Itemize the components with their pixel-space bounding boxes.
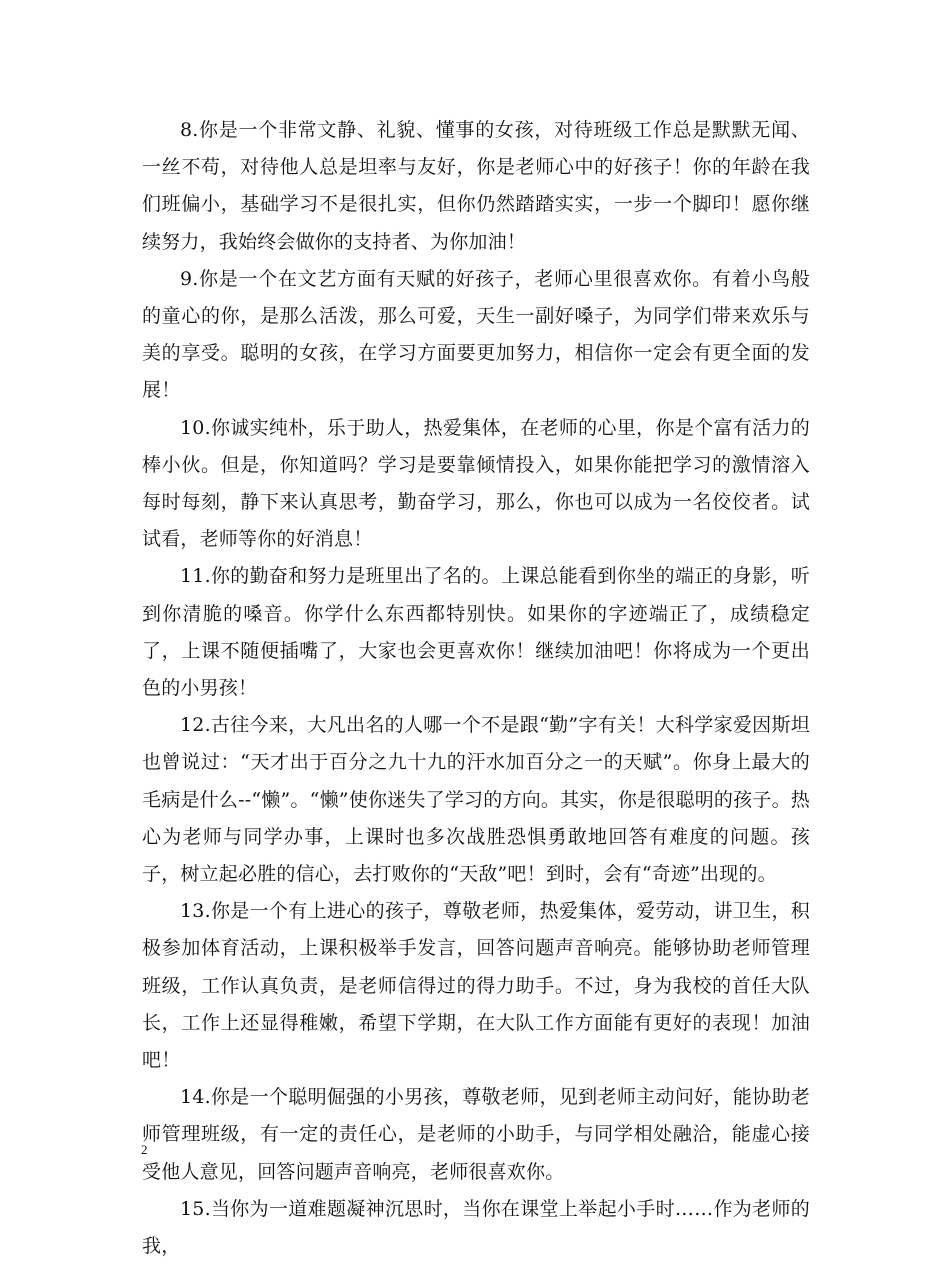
paragraph-comment-10: 10.你诚实纯朴，乐于助人，热爱集体，在老师的心里，你是个富有活力的棒小伙。但是，你知道吗？学习是要靠倾情投入，如果你能把学习的激情溶入每时每刻，静下来认真思考，勤奋学习，那么，你也可以成为一名佼佼者。试试看，老师等你的好消息！: [142, 416, 810, 551]
paragraph-comment-12: 12.古往今来，大凡出名的人哪一个不是跟“勤”字有关！大科学家爱因斯坦也曾说过：“天才出于百分之九十九的汗水加百分之一的天赋”。你身上最大的毛病是什么--“懒”。“懒”使你迷失了学习的方向。其实，你是很聪明的孩子。热心为老师与同学办事，上课时也多次战胜恐惧勇敢地回答有难度的问题。孩子，树立起必胜的信心，去打败你的“天敌”吧！到时，会有“奇迹”出现的。: [142, 714, 810, 886]
paragraph-comment-11: 11.你的勤奋和努力是班里出了名的。上课总能看到你坐的端正的身影，听到你清脆的嗓音。你学什么东西都特别快。如果你的字迹端正了，成绩稳定了，上课不随便插嘴了，大家也会更喜欢你！继续加油吧！你将成为一个更出色的小男孩！: [142, 565, 810, 700]
paragraph-comment-13: 13.你是一个有上进心的孩子，尊敬老师，热爱集体，爱劳动，讲卫生，积极参加体育活动，上课积极举手发言，回答问题声音响亮。能够协助老师管理班级，工作认真负责，是老师信得过的得力助手。不过，身为我校的首任大队长，工作上还显得稚嫩，希望下学期，在大队工作方面能有更好的表现！加油吧！: [142, 900, 810, 1072]
page-number: 2: [141, 1142, 148, 1157]
paragraph-comment-14: 14.你是一个聪明倔强的小男孩，尊敬老师，见到老师主动问好，能协助老师管理班级，有一定的责任心，是老师的小助手，与同学相处融洽，能虚心接受他人意见，回答问题声音响亮，老师很喜欢你。: [142, 1086, 810, 1183]
paragraph-comment-9: 9.你是一个在文艺方面有天赋的好孩子，老师心里很喜欢你。有着小鸟般的童心的你，是那么活泼，那么可爱，天生一副好嗓子，为同学们带来欢乐与美的享受。聪明的女孩，在学习方面要更加努力，相信你一定会有更全面的发展！: [142, 267, 810, 402]
paragraph-comment-8: 8.你是一个非常文静、礼貌、懂事的女孩，对待班级工作总是默默无闻、一丝不苟，对待他人总是坦率与友好，你是老师心中的好孩子！你的年龄在我们班偏小，基础学习不是很扎实，但你仍然踏踏实实，一步一个脚印！愿你继续努力，我始终会做你的支持者、为你加油！: [142, 119, 810, 253]
document-body: [142, 112, 810, 1265]
paragraph-comment-15: 15.当你为一道难题凝神沉思时，当你在课堂上举起小手时……作为老师的我，: [142, 1197, 810, 1258]
